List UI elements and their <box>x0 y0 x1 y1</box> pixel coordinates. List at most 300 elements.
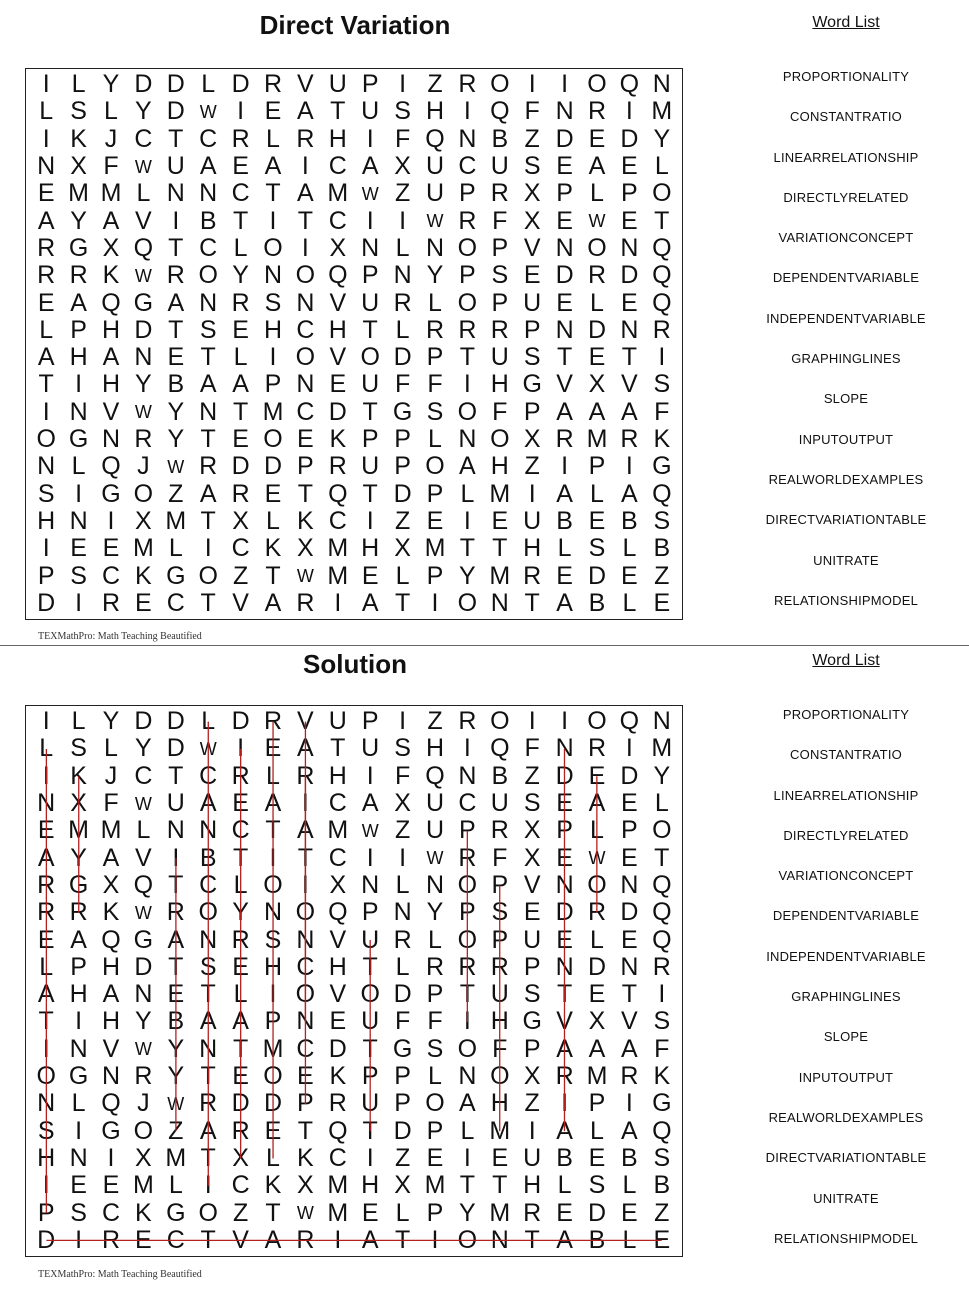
solution-words <box>722 695 969 1259</box>
grid-letter: U <box>425 816 445 845</box>
grid-letter: X <box>523 1062 541 1091</box>
grid-letter: I <box>463 506 471 535</box>
grid-letter: A <box>102 343 120 372</box>
grid-letter: D <box>555 898 574 927</box>
grid-letter: O <box>295 898 316 927</box>
grid-letter: N <box>458 425 477 454</box>
grid-letter: I <box>366 506 374 535</box>
grid-letter: S <box>653 1143 671 1172</box>
grid-letter: F <box>654 1034 670 1063</box>
grid-letter: R <box>296 588 315 617</box>
grid-letter: X <box>394 534 411 563</box>
grid-letter: R <box>263 70 283 99</box>
grid-letter: A <box>556 1116 573 1145</box>
word-list-item: RELATIONSHIPMODEL <box>773 592 919 608</box>
grid-letter: I <box>237 97 245 126</box>
grid-letter: L <box>266 761 280 790</box>
grid-letter: X <box>70 789 87 818</box>
grid-letter: M <box>489 1116 511 1145</box>
grid-letter: N <box>101 425 121 454</box>
word-list-item: DIRECTVARIATIONTABLE <box>765 512 927 528</box>
word-list-item: LINEARRELATIONSHIP <box>773 149 919 165</box>
puzzle-footer: TEXMathPro: Math Teaching Beautified <box>38 631 202 642</box>
grid-letter: R <box>37 233 56 262</box>
grid-letter: X <box>135 506 152 535</box>
grid-letter: R <box>458 707 477 736</box>
grid-letter: V <box>135 843 152 872</box>
grid-letter: A <box>556 397 573 426</box>
grid-letter: O <box>457 870 478 899</box>
grid-letter: G <box>68 233 89 262</box>
grid-letter: T <box>362 315 378 344</box>
grid-letter: E <box>232 952 249 981</box>
grid-letter: R <box>231 1116 250 1145</box>
grid-letter: E <box>621 843 638 872</box>
grid-letter: D <box>620 898 639 927</box>
grid-letter: E <box>264 734 282 763</box>
grid-letter: A <box>621 1034 638 1063</box>
grid-letter: K <box>70 124 87 153</box>
grid-letter: O <box>457 925 478 954</box>
grid-letter: I <box>463 97 471 126</box>
grid-letter: M <box>165 1143 187 1172</box>
grid-letter: E <box>329 1007 347 1036</box>
grid-letter: L <box>39 315 54 344</box>
grid-letter: F <box>103 789 119 818</box>
grid-letter: K <box>135 1198 152 1227</box>
grid-letter: D <box>328 1034 347 1063</box>
grid-letter: F <box>427 370 443 399</box>
grid-letter: W <box>134 156 152 177</box>
grid-letter: I <box>625 734 633 763</box>
grid-letter: O <box>490 70 510 99</box>
grid-letter: R <box>555 425 574 454</box>
grid-letter: E <box>70 534 87 563</box>
grid-letter: E <box>37 288 55 317</box>
grid-letter: T <box>200 1225 216 1254</box>
grid-letter: Y <box>135 734 152 763</box>
grid-letter: M <box>68 179 89 208</box>
grid-letter: W <box>199 738 217 759</box>
grid-letter: M <box>651 97 673 126</box>
grid-letter: H <box>263 315 283 344</box>
grid-letter: O <box>587 870 607 899</box>
grid-letter: C <box>328 206 347 235</box>
grid-letter: R <box>296 124 315 153</box>
grid-letter: I <box>463 734 471 763</box>
grid-letter: V <box>556 1007 573 1036</box>
grid-letter: A <box>459 452 476 481</box>
grid-letter: L <box>266 506 280 535</box>
grid-letter: S <box>394 734 411 763</box>
grid-letter: Z <box>394 1143 411 1172</box>
grid-letter: C <box>134 761 153 790</box>
grid-letter: L <box>460 479 475 508</box>
grid-letter: H <box>490 452 509 481</box>
grid-letter: C <box>231 816 250 845</box>
grid-letter: I <box>625 97 633 126</box>
grid-letter: A <box>297 816 314 845</box>
grid-letter: N <box>620 315 639 344</box>
grid-letter: I <box>366 206 374 235</box>
grid-letter: P <box>459 179 476 208</box>
grid-letter: H <box>328 952 347 981</box>
grid-letter: B <box>621 506 638 535</box>
grid-letter: I <box>204 534 212 563</box>
grid-letter: A <box>199 479 217 508</box>
grid-letter: H <box>37 1143 56 1172</box>
grid-letter: T <box>168 761 184 790</box>
grid-letter: S <box>70 97 87 126</box>
grid-letter: T <box>265 1198 281 1227</box>
word-list-item: GRAPHINGLINES <box>791 351 901 367</box>
grid-letter: X <box>102 870 120 899</box>
grid-letter: N <box>37 1089 56 1118</box>
grid-letter: C <box>231 179 250 208</box>
grid-letter: E <box>588 343 606 372</box>
grid-letter: R <box>69 261 88 290</box>
word-list-item: INPUTOUTPUT <box>798 431 894 447</box>
grid-letter: H <box>361 534 380 563</box>
grid-letter: L <box>654 789 669 818</box>
grid-letter: A <box>556 1225 573 1254</box>
grid-letter: D <box>587 1198 607 1227</box>
grid-letter: P <box>70 315 87 344</box>
grid-letter: Q <box>425 124 445 153</box>
grid-letter: A <box>588 789 606 818</box>
grid-letter: R <box>425 952 445 981</box>
grid-letter: T <box>265 561 281 590</box>
grid-letter: W <box>134 1039 152 1060</box>
grid-letter: C <box>458 152 477 181</box>
grid-letter: Y <box>653 761 671 790</box>
grid-letter: P <box>361 898 379 927</box>
grid-letter: E <box>621 925 638 954</box>
grid-letter: R <box>458 206 477 235</box>
grid-letter: T <box>330 734 346 763</box>
grid-letter: P <box>361 707 379 736</box>
grid-letter: N <box>199 179 218 208</box>
grid-letter: A <box>167 925 185 954</box>
grid-letter: S <box>426 397 444 426</box>
grid-letter: T <box>362 1034 378 1063</box>
grid-letter: V <box>102 397 120 426</box>
grid-letter: A <box>199 789 217 818</box>
grid-letter: A <box>232 1007 249 1036</box>
grid-letter: T <box>232 1034 249 1063</box>
grid-letter: R <box>231 925 250 954</box>
grid-letter: K <box>297 1143 314 1172</box>
grid-letter: D <box>555 261 574 290</box>
grid-letter: D <box>587 315 607 344</box>
grid-letter: N <box>37 152 56 181</box>
grid-letter: M <box>262 397 284 426</box>
puzzle-grid-box <box>25 68 683 620</box>
grid-letter: T <box>492 534 508 563</box>
grid-letter: X <box>394 789 411 818</box>
grid-letter: P <box>297 452 314 481</box>
grid-letter: A <box>588 397 606 426</box>
grid-letter: U <box>361 734 380 763</box>
grid-letter: H <box>101 952 121 981</box>
grid-letter: H <box>328 315 347 344</box>
grid-letter: A <box>588 1034 606 1063</box>
grid-letter: P <box>264 370 282 399</box>
grid-letter: E <box>361 1198 379 1227</box>
grid-letter: R <box>587 97 607 126</box>
grid-letter: I <box>75 370 83 399</box>
solution-letter-grid <box>26 706 682 1256</box>
grid-letter: A <box>361 789 379 818</box>
grid-letter: I <box>561 1089 569 1118</box>
grid-letter: O <box>36 1062 56 1091</box>
grid-letter: N <box>555 315 574 344</box>
puzzle-title: Direct Variation <box>259 10 451 40</box>
grid-letter: P <box>426 343 444 372</box>
grid-letter: C <box>296 315 315 344</box>
grid-letter: M <box>68 816 89 845</box>
grid-letter: Q <box>101 288 121 317</box>
grid-letter: T <box>232 397 249 426</box>
grid-letter: P <box>426 1198 444 1227</box>
grid-letter: X <box>329 870 347 899</box>
grid-letter: U <box>523 506 542 535</box>
grid-letter: E <box>556 288 573 317</box>
grid-letter: V <box>135 206 152 235</box>
grid-letter: B <box>653 1171 671 1200</box>
grid-letter: I <box>625 452 633 481</box>
grid-letter: A <box>361 1225 379 1254</box>
grid-letter: N <box>166 179 185 208</box>
grid-letter: P <box>588 452 606 481</box>
grid-letter: E <box>37 179 55 208</box>
grid-letter: N <box>620 870 639 899</box>
grid-letter: W <box>167 456 185 477</box>
grid-letter: Y <box>653 124 671 153</box>
grid-letter: I <box>366 761 374 790</box>
grid-letter: P <box>426 561 444 590</box>
grid-letter: N <box>296 288 315 317</box>
grid-letter: P <box>491 288 509 317</box>
grid-letter: A <box>232 370 249 399</box>
grid-letter: M <box>327 534 349 563</box>
grid-letter: E <box>523 898 541 927</box>
grid-letter: T <box>200 588 216 617</box>
grid-letter: A <box>459 1089 476 1118</box>
grid-letter: H <box>263 952 283 981</box>
grid-letter: N <box>166 816 185 845</box>
grid-letter: L <box>622 588 637 617</box>
grid-letter: V <box>523 870 541 899</box>
grid-letter: J <box>104 124 118 153</box>
grid-letter: R <box>425 315 445 344</box>
grid-letter: O <box>425 452 445 481</box>
solution-title: Solution <box>303 649 407 679</box>
grid-letter: D <box>134 952 153 981</box>
grid-letter: T <box>459 980 476 1009</box>
grid-letter: I <box>42 1034 50 1063</box>
grid-letter: O <box>198 561 218 590</box>
grid-letter: X <box>588 370 606 399</box>
grid-letter: D <box>37 1225 56 1254</box>
grid-letter: C <box>458 789 477 818</box>
grid-letter: E <box>588 761 606 790</box>
word-list-item: UNITRATE <box>813 1190 879 1206</box>
grid-letter: W <box>361 183 379 204</box>
grid-letter: T <box>330 97 346 126</box>
grid-letter: I <box>463 370 471 399</box>
grid-letter: Q <box>328 261 348 290</box>
grid-letter: N <box>555 97 574 126</box>
grid-letter: I <box>561 452 569 481</box>
grid-letter: L <box>136 179 151 208</box>
grid-letter: N <box>458 1062 477 1091</box>
grid-letter: L <box>71 707 86 736</box>
grid-letter: I <box>399 206 407 235</box>
grid-letter: I <box>42 534 50 563</box>
grid-letter: W <box>426 848 444 869</box>
grid-letter: N <box>393 898 412 927</box>
grid-letter: K <box>653 425 671 454</box>
grid-letter: L <box>590 925 604 954</box>
grid-letter: E <box>621 288 638 317</box>
grid-letter: C <box>296 952 315 981</box>
grid-letter: D <box>231 1089 250 1118</box>
grid-letter: A <box>297 734 314 763</box>
grid-letter: M <box>327 561 349 590</box>
grid-letter: H <box>101 1007 121 1036</box>
grid-letter: Q <box>652 870 672 899</box>
grid-letter: L <box>590 288 604 317</box>
grid-letter: T <box>621 343 638 372</box>
grid-letter: Z <box>394 179 411 208</box>
grid-letter: O <box>457 588 478 617</box>
grid-letter: I <box>366 1143 374 1172</box>
grid-letter: W <box>134 793 152 814</box>
grid-letter: E <box>232 1062 249 1091</box>
grid-letter: O <box>457 397 478 426</box>
grid-letter: N <box>69 506 88 535</box>
grid-letter: S <box>70 1198 87 1227</box>
grid-letter: L <box>39 97 54 126</box>
grid-letter: R <box>458 70 477 99</box>
grid-letter: S <box>394 97 411 126</box>
grid-letter: E <box>556 152 573 181</box>
grid-letter: P <box>556 816 573 845</box>
grid-letter: S <box>70 561 87 590</box>
grid-letter: C <box>101 561 121 590</box>
grid-letter: R <box>523 1198 542 1227</box>
grid-letter: N <box>620 952 639 981</box>
grid-letter: P <box>37 1198 55 1227</box>
grid-letter: L <box>136 816 151 845</box>
grid-letter: O <box>295 261 316 290</box>
grid-letter: S <box>70 734 87 763</box>
grid-letter: P <box>361 70 379 99</box>
grid-letter: Z <box>427 70 443 99</box>
word-list-item: DEPENDENTVARIABLE <box>772 908 920 924</box>
grid-letter: O <box>457 233 478 262</box>
grid-letter: P <box>426 1116 444 1145</box>
grid-letter: F <box>394 761 411 790</box>
grid-letter: A <box>361 588 379 617</box>
grid-letter: I <box>399 707 407 736</box>
grid-letter: T <box>297 1116 314 1145</box>
grid-letter: N <box>620 233 639 262</box>
grid-letter: X <box>232 506 249 535</box>
grid-letter: R <box>328 1089 347 1118</box>
grid-letter: H <box>361 1171 380 1200</box>
grid-letter: Z <box>524 452 540 481</box>
grid-letter: H <box>523 534 542 563</box>
grid-letter: C <box>296 1034 315 1063</box>
grid-letter: V <box>297 70 314 99</box>
grid-letter: E <box>556 789 573 818</box>
grid-letter: C <box>199 233 218 262</box>
grid-letter: L <box>590 1116 604 1145</box>
grid-letter: E <box>297 425 314 454</box>
grid-letter: O <box>295 343 316 372</box>
grid-letter: R <box>134 1062 153 1091</box>
grid-letter: A <box>621 397 638 426</box>
grid-letter: I <box>528 479 536 508</box>
grid-letter: P <box>264 1007 282 1036</box>
grid-letter: B <box>556 506 573 535</box>
grid-letter: K <box>653 1062 671 1091</box>
grid-letter: I <box>172 843 180 872</box>
grid-letter: P <box>394 1089 411 1118</box>
grid-letter: N <box>425 870 445 899</box>
grid-letter: S <box>199 952 217 981</box>
grid-letter: R <box>328 452 347 481</box>
grid-letter: O <box>587 70 607 99</box>
grid-letter: T <box>362 1116 378 1145</box>
grid-letter: K <box>297 506 314 535</box>
grid-letter: T <box>459 343 476 372</box>
grid-letter: L <box>654 152 669 181</box>
grid-letter: P <box>491 870 509 899</box>
grid-letter: L <box>428 1062 442 1091</box>
word-list-item: DEPENDENTVARIABLE <box>772 270 920 286</box>
grid-letter: A <box>588 152 606 181</box>
grid-letter: T <box>524 588 540 617</box>
grid-letter: N <box>361 870 380 899</box>
grid-letter: C <box>166 588 185 617</box>
grid-letter: H <box>425 734 445 763</box>
grid-letter: R <box>393 925 412 954</box>
word-list-item: REALWORLDEXAMPLES <box>768 471 924 487</box>
grid-letter: A <box>297 179 314 208</box>
grid-letter: A <box>37 206 55 235</box>
word-list-item: INDEPENDENTVARIABLE <box>766 948 926 964</box>
grid-letter: F <box>524 734 540 763</box>
word-list-item: PROPORTIONALITY <box>782 707 910 722</box>
grid-letter: D <box>555 761 574 790</box>
grid-letter: W <box>588 848 606 869</box>
grid-letter: A <box>264 152 282 181</box>
grid-letter: D <box>587 561 607 590</box>
grid-letter: A <box>621 479 638 508</box>
grid-letter: P <box>459 898 476 927</box>
grid-letter: Y <box>459 561 476 590</box>
grid-letter: M <box>586 425 608 454</box>
grid-letter: I <box>399 843 407 872</box>
word-list-item: DIRECTVARIATIONTABLE <box>765 1150 927 1166</box>
grid-letter: D <box>620 761 639 790</box>
grid-letter: T <box>200 425 216 454</box>
grid-letter: I <box>75 1116 83 1145</box>
grid-letter: L <box>460 1116 475 1145</box>
